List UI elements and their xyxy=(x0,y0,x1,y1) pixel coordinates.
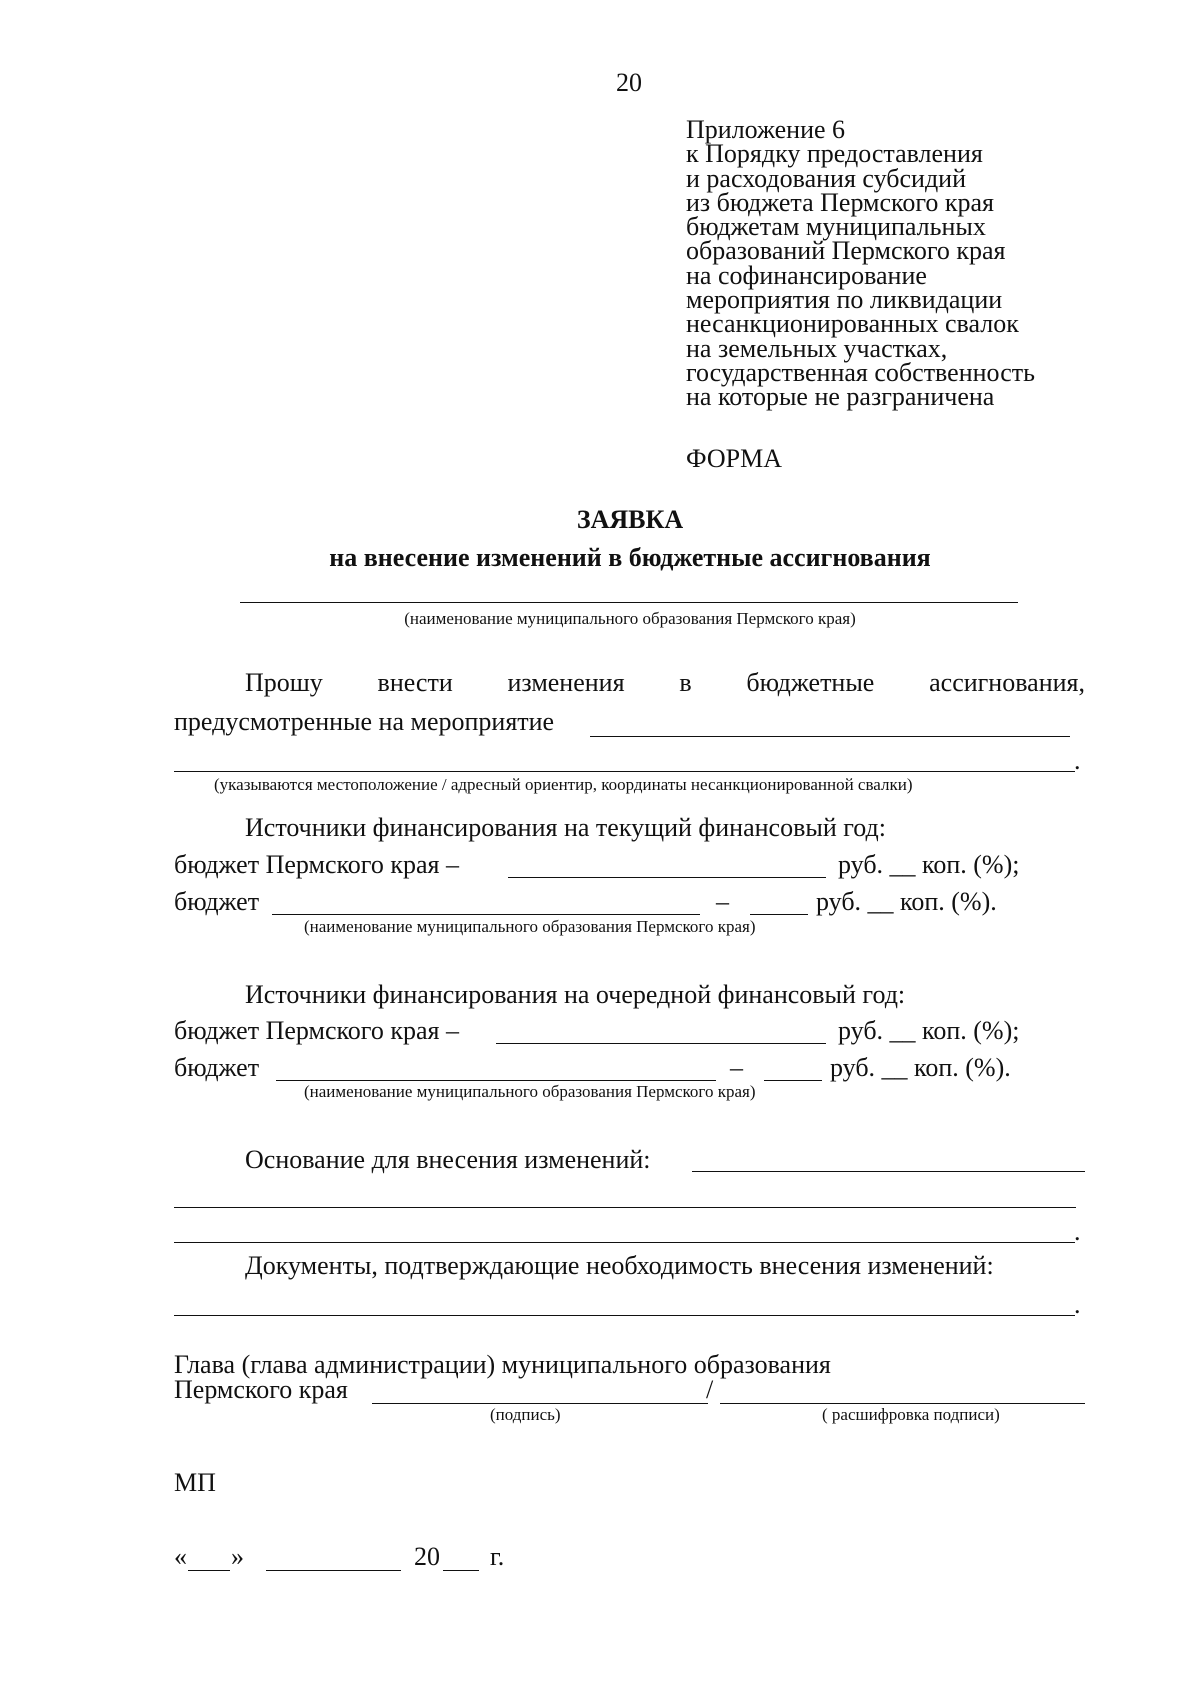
current-year-heading: Источники финансирования на текущий финансовый год: xyxy=(245,813,886,842)
next-local-label: бюджет xyxy=(174,1053,260,1082)
next-local-dash: – xyxy=(730,1053,743,1082)
document-title: ЗАЯВКА xyxy=(576,505,684,534)
next-local-caption: (наименование муниципального образования Пермского края) xyxy=(304,1082,756,1101)
current-regional-label: бюджет Пермского края – xyxy=(174,850,459,879)
current-local-dash: – xyxy=(716,887,729,916)
basis-label: Основание для внесения изменений: xyxy=(245,1145,651,1174)
event-field[interactable] xyxy=(590,736,1070,737)
date-year-prefix: 20 xyxy=(414,1542,440,1571)
current-local-name-field[interactable] xyxy=(272,914,700,915)
next-local-name-field[interactable] xyxy=(276,1080,716,1081)
documents-label: Документы, подтверждающие необходимость внесения изменений: xyxy=(245,1251,994,1280)
current-local-caption: (наименование муниципального образования Пермского края) xyxy=(304,917,756,936)
appendix-line: на которые не разграничена xyxy=(686,382,995,412)
appendix-line: государственная собственность xyxy=(686,357,1035,387)
appendix-line: мероприятия по ликвидации xyxy=(686,285,1003,315)
request-word: изменения xyxy=(507,668,625,697)
appendix-line: бюджетам муниципальных xyxy=(686,212,986,242)
signature-decode-caption: ( расшифровка подписи) xyxy=(822,1405,1000,1424)
date-close-quote: » xyxy=(231,1542,244,1571)
period-mark: . xyxy=(1074,1290,1081,1319)
signature-line-1: Глава (глава администрации) муниципального образования xyxy=(174,1350,831,1379)
signature-slash: / xyxy=(706,1375,714,1404)
municipality-caption: (наименование муниципального образования Пермского края) xyxy=(404,609,856,628)
request-word: внести xyxy=(377,668,453,697)
appendix-line: на софинансирование xyxy=(686,260,927,290)
next-local-amount-field[interactable] xyxy=(764,1080,822,1081)
request-word: бюджетные xyxy=(746,668,875,697)
appendix-line: образований Пермского края xyxy=(686,236,1006,266)
signature-field[interactable] xyxy=(372,1403,708,1404)
appendix-line: несанкционированных свалок xyxy=(686,309,1019,339)
period-mark: . xyxy=(1074,746,1081,775)
appendix-line: Приложение 6 xyxy=(686,115,846,144)
next-year-heading: Источники финансирования на очередной финансовый год: xyxy=(245,980,906,1009)
date-year-suffix: г. xyxy=(490,1542,505,1571)
request-line-1 xyxy=(245,668,1085,698)
signature-decode-field[interactable] xyxy=(720,1403,1085,1404)
form-label: ФОРМА xyxy=(686,444,782,473)
next-regional-label: бюджет Пермского края – xyxy=(174,1016,459,1045)
current-regional-suffix: руб. __ коп. (%); xyxy=(838,850,1020,879)
appendix-block xyxy=(686,115,1035,412)
current-regional-amount-field[interactable] xyxy=(508,877,826,878)
page-number: 20 xyxy=(616,68,642,97)
next-local-suffix: руб. __ коп. (%). xyxy=(830,1053,1011,1082)
current-local-suffix: руб. __ коп. (%). xyxy=(816,887,997,916)
stamp-label: МП xyxy=(174,1468,216,1497)
basis-field-2[interactable] xyxy=(174,1207,1076,1208)
request-word: в xyxy=(679,668,692,697)
date-day-field[interactable] xyxy=(188,1570,230,1571)
appendix-line: на земельных участках, xyxy=(686,333,948,363)
basis-field-1[interactable] xyxy=(692,1171,1085,1172)
date-month-field[interactable] xyxy=(266,1570,401,1571)
signature-line-2: Пермского края xyxy=(174,1375,348,1404)
request-word: Прошу xyxy=(245,668,323,697)
request-word: ассигнования, xyxy=(929,668,1085,697)
current-local-amount-field[interactable] xyxy=(750,914,808,915)
municipality-name-field[interactable] xyxy=(240,602,1018,603)
date-open-quote: « xyxy=(174,1542,187,1571)
appendix-line: и расходования субсидий xyxy=(686,163,966,193)
appendix-line: из бюджета Пермского края xyxy=(686,187,995,217)
document-subtitle: на внесение изменений в бюджетные ассигнования xyxy=(329,543,931,572)
event-location-field[interactable] xyxy=(174,771,1075,772)
next-regional-amount-field[interactable] xyxy=(496,1043,826,1044)
location-caption: (указываются местоположение / адресный ориентир, координаты несанкционированной свалки) xyxy=(214,775,913,794)
signature-caption: (подпись) xyxy=(490,1405,561,1424)
request-line-2: предусмотренные на мероприятие xyxy=(174,707,555,736)
next-regional-suffix: руб. __ коп. (%); xyxy=(838,1016,1020,1045)
basis-field-3[interactable] xyxy=(174,1242,1075,1243)
documents-field[interactable] xyxy=(174,1315,1075,1316)
period-mark: . xyxy=(1074,1217,1081,1246)
date-year-field[interactable] xyxy=(443,1570,479,1571)
current-local-label: бюджет xyxy=(174,887,260,916)
appendix-line: к Порядку предоставления xyxy=(686,139,983,169)
